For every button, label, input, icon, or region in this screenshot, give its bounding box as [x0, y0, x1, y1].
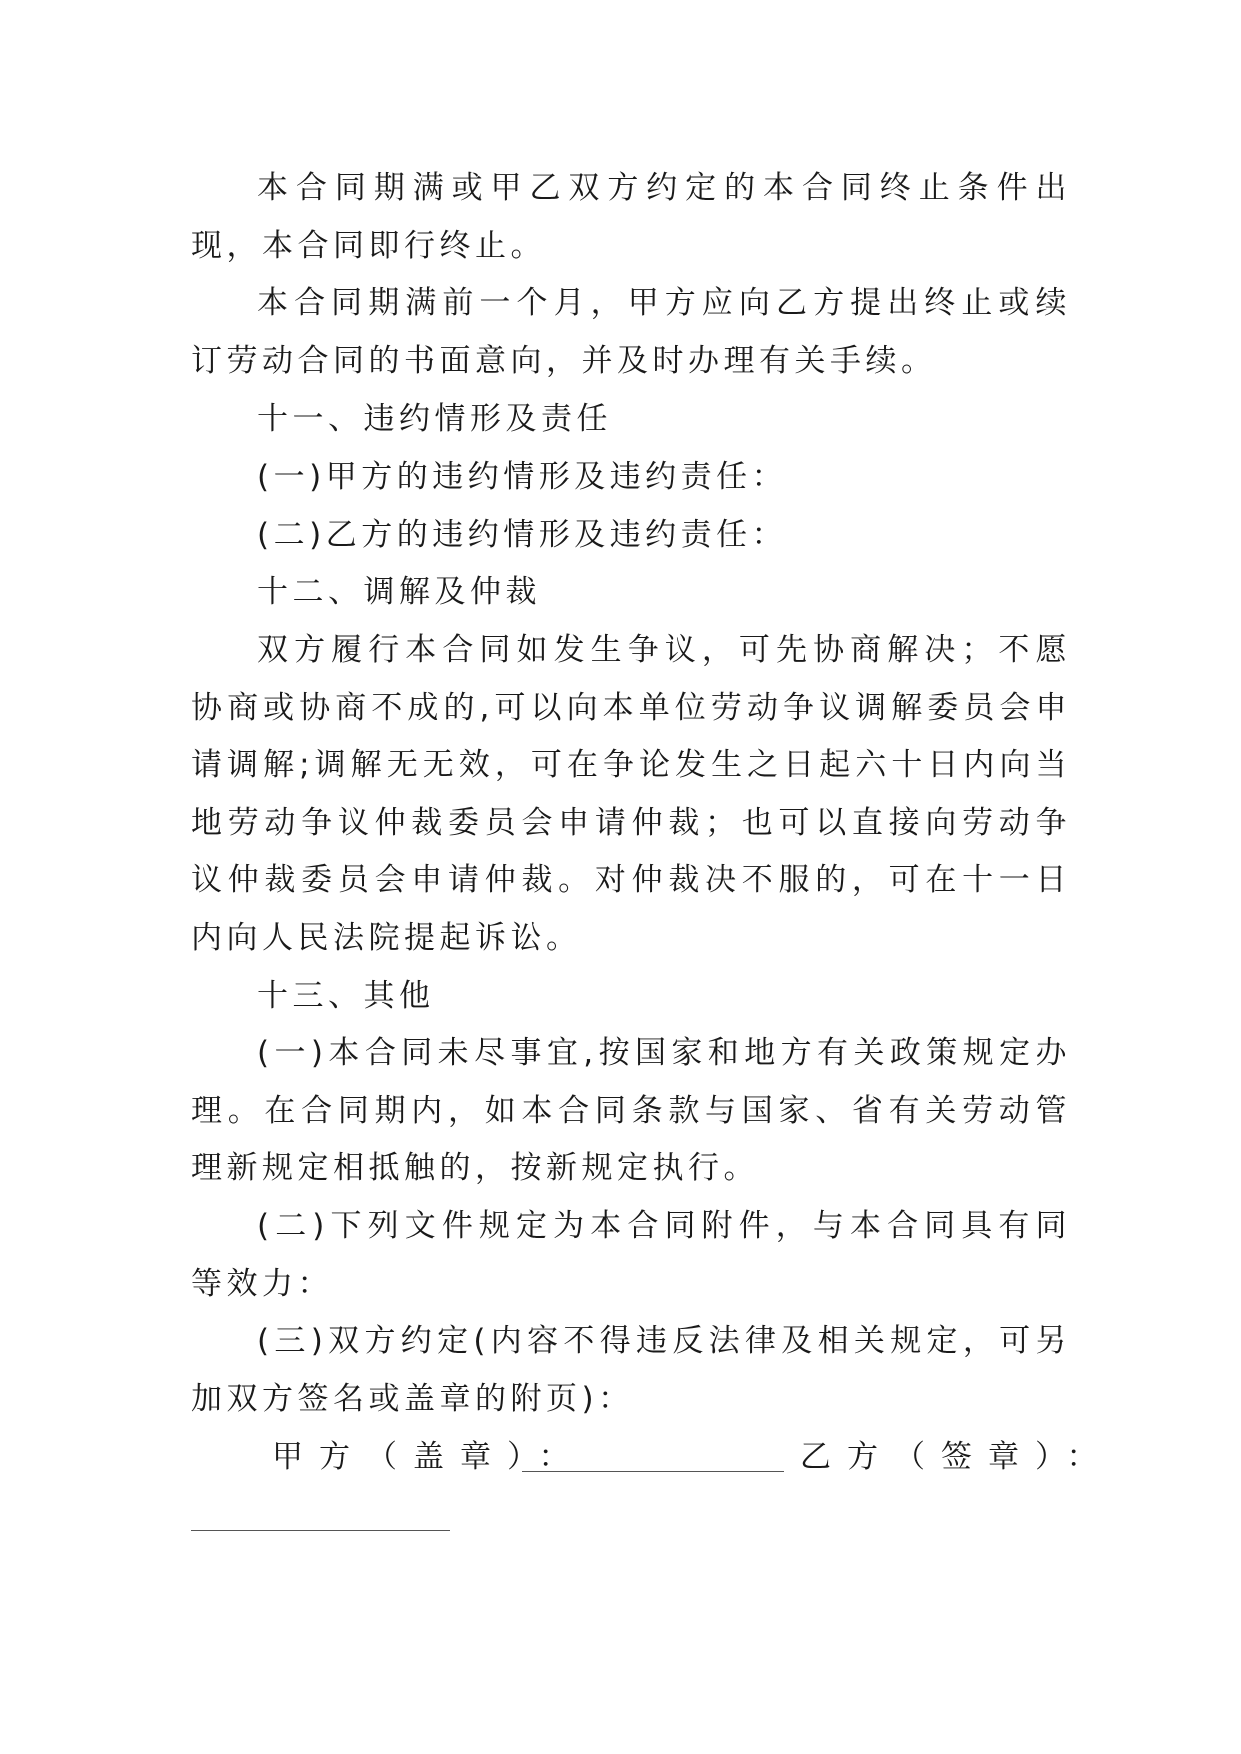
clause-other-3: (三)双方约定(内容不得违反法律及相关规定，可另加双方签名或盖章的附页)： [191, 1323, 1071, 1417]
party-b-seal-label: 乙方（签章）： [800, 1439, 1114, 1475]
party-a-signature-blank[interactable] [522, 1471, 784, 1472]
clause-party-b-liability: (二)乙方的违约情形及违约责任： [257, 517, 788, 553]
clause-other-2: (二)下列文件规定为本合同附件，与本合同具有同等效力： [191, 1208, 1071, 1302]
clause-party-a-liability: (一)甲方的违约情形及违约责任： [257, 459, 788, 495]
signature-row [0, 1437, 1241, 1477]
paragraph-contract-termination: 本合同期满或甲乙双方约定的本合同终止条件出现，本合同即行终止。 [191, 170, 1071, 264]
paragraph-dispute-arbitration: 双方履行本合同如发生争议，可先协商解决；不愿协商或协商不成的,可以向本单位劳动争议调解委员会申请调解;调解无无效，可在争论发生之日起六十日内向当地劳动争议仲裁委员会申请仲裁；也可以直接向劳动争议仲裁委员会申请仲裁。对仲裁决不服的，可在十一日内向人民法院提起诉讼。 [191, 632, 1071, 956]
party-a-seal-label: 甲方（盖章）： [272, 1439, 586, 1475]
section-heading-12: 十二、调解及仲裁 [257, 574, 541, 610]
party-b-signature-blank[interactable] [191, 1530, 450, 1531]
section-heading-11: 十一、违约情形及责任 [257, 401, 612, 437]
clause-other-1: (一)本合同未尽事宜,按国家和地方有关政策规定办理。在合同期内，如本合同条款与国家、省有关劳动管理新规定相抵触的，按新规定执行。 [191, 1035, 1071, 1186]
paragraph-renewal-notice: 本合同期满前一个月，甲方应向乙方提出终止或续订劳动合同的书面意向，并及时办理有关手续。 [191, 285, 1071, 379]
section-heading-13: 十三、其他 [257, 978, 435, 1014]
